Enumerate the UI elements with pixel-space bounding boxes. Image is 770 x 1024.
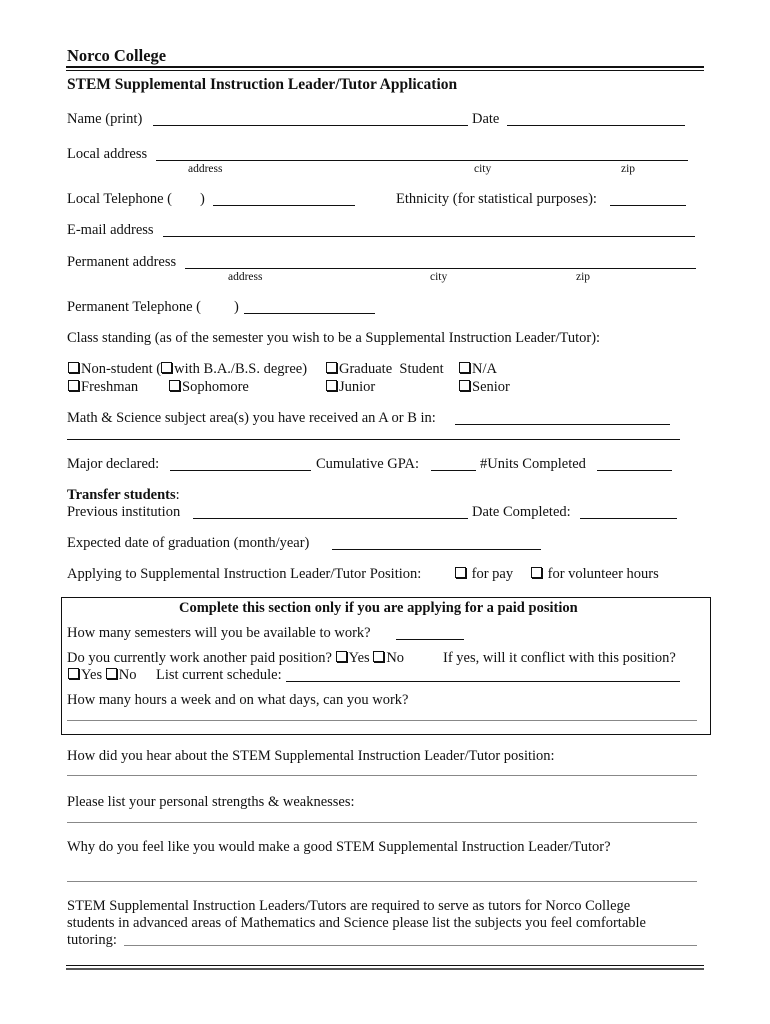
required-line-1: STEM Supplemental Instruction Leaders/Tutors are required to serve as tutors for Norco College — [67, 898, 631, 914]
schedule-field[interactable] — [286, 681, 680, 682]
graduation-field[interactable] — [332, 549, 541, 550]
date-field[interactable] — [507, 125, 685, 126]
header-rule-top — [66, 66, 704, 68]
semesters-label: How many semesters will you be available to work? — [67, 625, 371, 641]
local-telephone-paren: ) — [200, 191, 205, 207]
checkbox[interactable] — [459, 362, 470, 373]
local-telephone-label: Local Telephone ( — [67, 191, 173, 207]
email-label: E-mail address — [67, 222, 154, 238]
permanent-telephone-field[interactable] — [244, 313, 375, 314]
permanent-zip-sub: zip — [576, 271, 591, 283]
option-for-pay[interactable]: for pay — [455, 566, 513, 583]
permanent-telephone-paren: ) — [234, 299, 239, 315]
gpa-label: Cumulative GPA: — [316, 456, 419, 472]
local-address-label: Local address — [67, 146, 148, 162]
hours-label: How many hours a week and on what days, can you work? — [67, 692, 409, 708]
units-label: #Units Completed — [480, 456, 586, 472]
option-graduate[interactable]: Graduate Student — [326, 361, 444, 378]
conflict-options[interactable]: Yes No — [68, 667, 136, 684]
checkbox[interactable] — [459, 380, 470, 391]
header-rule-bottom — [66, 70, 704, 71]
checkbox[interactable] — [531, 567, 542, 578]
college-name: Norco College — [67, 46, 167, 65]
tutoring-subjects-field[interactable] — [124, 945, 697, 946]
why-field[interactable] — [67, 881, 697, 882]
option-na[interactable]: N/A — [459, 361, 497, 378]
local-city-sub: city — [474, 163, 492, 175]
list-schedule-label: List current schedule: — [156, 667, 282, 683]
footer-rule-top — [66, 965, 704, 966]
gpa-field[interactable] — [431, 470, 476, 471]
strengths-label: Please list your personal strengths & weaknesses: — [67, 794, 355, 810]
ethnicity-label: Ethnicity (for statistical purposes): — [396, 191, 597, 207]
checkbox[interactable] — [68, 668, 79, 679]
why-label: Why do you feel like you would make a good STEM Supplemental Instruction Leader/Tutor? — [67, 839, 611, 855]
previous-institution-label: Previous institution — [67, 504, 181, 520]
permanent-address-label: Permanent address — [67, 254, 177, 270]
local-address-field[interactable] — [156, 160, 688, 161]
name-label: Name (print) — [67, 111, 143, 127]
option-volunteer[interactable]: for volunteer hours — [531, 566, 659, 583]
required-line-3: tutoring: — [67, 932, 117, 948]
permanent-telephone-label: Permanent Telephone ( — [67, 299, 202, 315]
applying-label: Applying to Supplemental Instruction Leader/Tutor Position: — [67, 566, 422, 582]
name-field[interactable] — [153, 125, 468, 126]
permanent-address-field[interactable] — [185, 268, 696, 269]
units-field[interactable] — [597, 470, 672, 471]
checkbox[interactable] — [326, 362, 337, 373]
checkbox[interactable] — [161, 362, 172, 373]
checkbox[interactable] — [455, 567, 466, 578]
hours-field[interactable] — [67, 720, 697, 721]
major-label: Major declared: — [67, 456, 160, 472]
work-another-label: Do you currently work another paid position? Yes No — [67, 650, 405, 666]
conflict-label: If yes, will it conflict with this position? — [443, 650, 676, 666]
subject-area-field-2[interactable] — [67, 439, 680, 440]
subject-area-label: Math & Science subject area(s) you have received an A or B in: — [67, 410, 436, 426]
semesters-field[interactable] — [396, 639, 464, 640]
local-zip-sub: zip — [621, 163, 636, 175]
option-non-student[interactable]: Non-student ( with B.A./B.S. degree) — [68, 361, 307, 378]
local-address-sub: address — [188, 163, 223, 175]
major-field[interactable] — [170, 470, 311, 471]
date-completed-label: Date Completed: — [472, 504, 571, 520]
subject-area-field[interactable] — [455, 424, 670, 425]
checkbox[interactable] — [373, 651, 384, 662]
permanent-address-sub: address — [228, 271, 263, 283]
strengths-field[interactable] — [67, 822, 697, 823]
option-junior[interactable]: Junior — [326, 379, 375, 396]
class-standing-label: Class standing (as of the semester you wish to be a Supplemental Instruction Leader/Tutor): — [67, 330, 601, 346]
checkbox[interactable] — [68, 380, 79, 391]
option-senior[interactable]: Senior — [459, 379, 510, 396]
graduation-label: Expected date of graduation (month/year) — [67, 535, 310, 551]
ethnicity-field[interactable] — [610, 205, 686, 206]
date-label: Date — [472, 111, 500, 127]
checkbox[interactable] — [326, 380, 337, 391]
previous-institution-field[interactable] — [193, 518, 468, 519]
local-telephone-field[interactable] — [213, 205, 355, 206]
required-line-2: students in advanced areas of Mathematics and Science please list the subjects you feel comfortable — [67, 915, 646, 931]
checkbox[interactable] — [68, 362, 79, 373]
permanent-city-sub: city — [430, 271, 448, 283]
hear-field[interactable] — [67, 775, 697, 776]
email-field[interactable] — [163, 236, 695, 237]
paid-section-heading: Complete this section only if you are applying for a paid position — [179, 600, 578, 616]
transfer-heading: Transfer students: — [67, 487, 180, 503]
option-sophomore[interactable]: Sophomore — [169, 379, 249, 396]
option-freshman[interactable]: Freshman — [68, 379, 138, 396]
hear-label: How did you hear about the STEM Supplemental Instruction Leader/Tutor position: — [67, 748, 555, 764]
checkbox[interactable] — [106, 668, 117, 679]
date-completed-field[interactable] — [580, 518, 677, 519]
checkbox[interactable] — [169, 380, 180, 391]
footer-rule-bottom — [66, 968, 704, 970]
form-title: STEM Supplemental Instruction Leader/Tutor Application — [67, 76, 458, 93]
checkbox[interactable] — [336, 651, 347, 662]
